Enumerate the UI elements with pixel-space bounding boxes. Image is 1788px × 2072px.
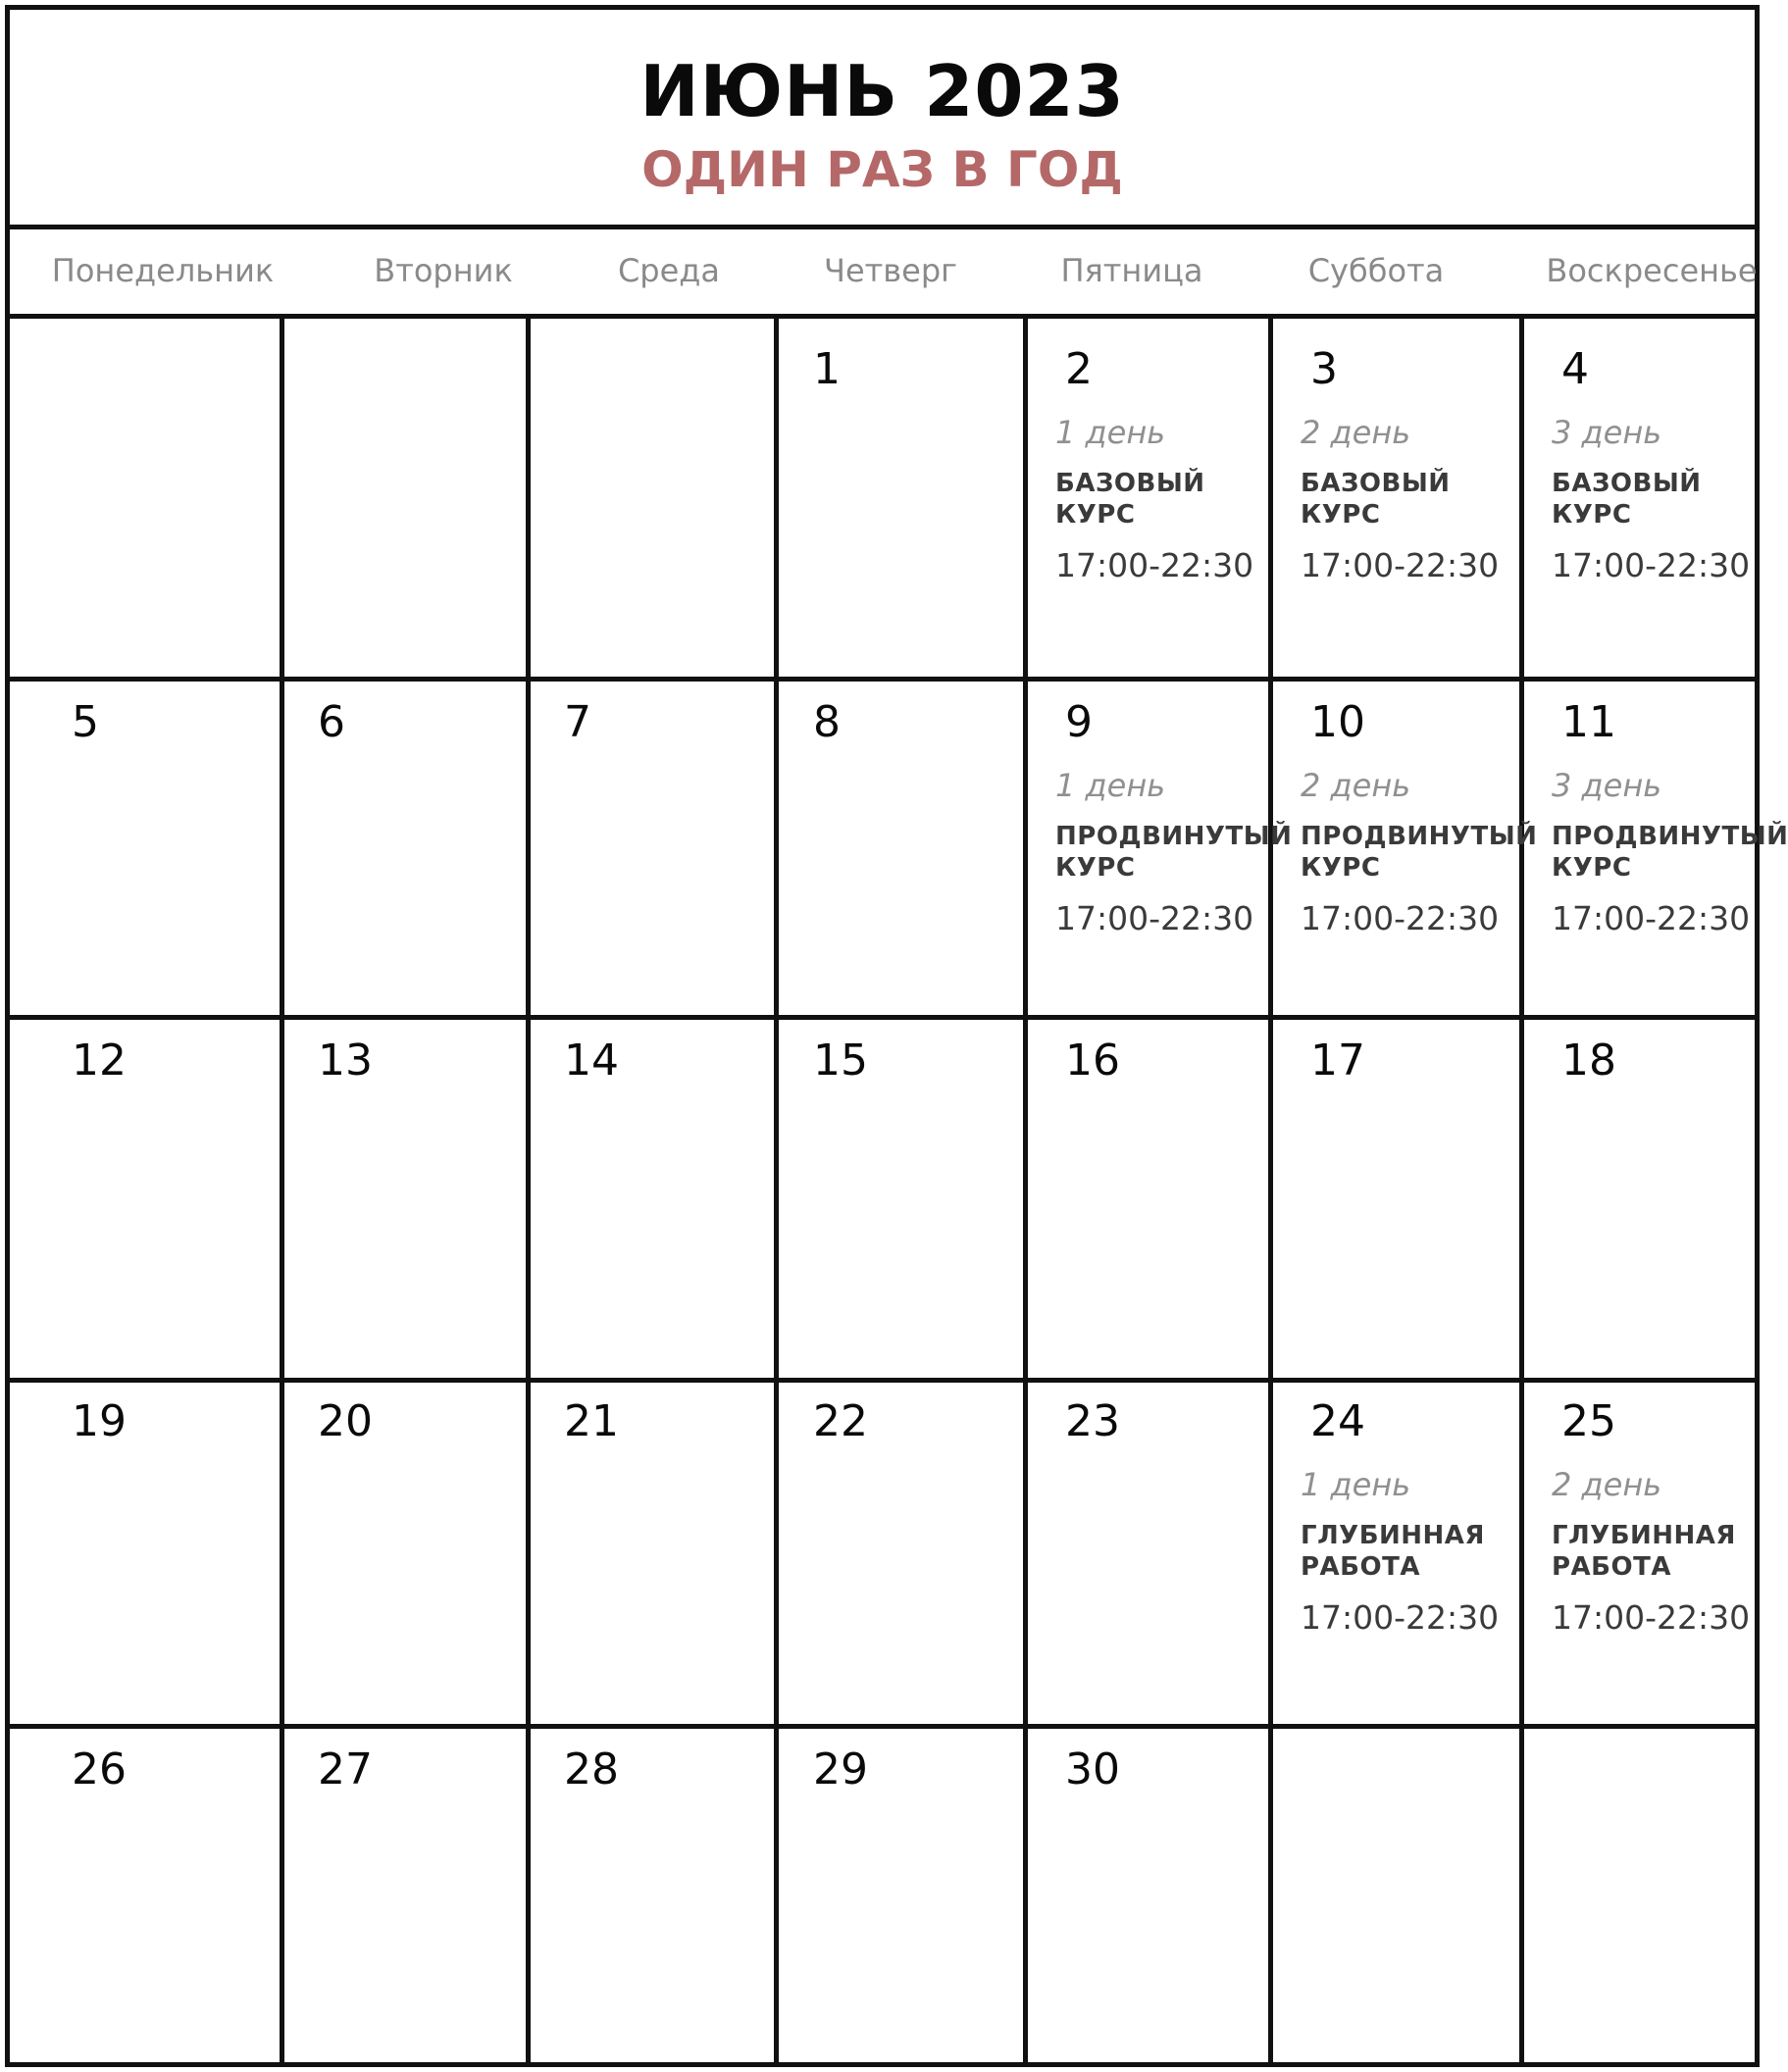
day-number: 15 [813,1036,868,1086]
day-cell[interactable] [10,1020,284,1383]
calendar-grid [10,319,1788,2062]
empty-day-cell [284,319,531,682]
event-title: БАЗОВЫЙ КУРС [1301,469,1451,530]
event-time: 17:00-22:30 [1055,899,1254,937]
day-cell[interactable] [531,1729,779,2062]
day-cell[interactable] [1273,1020,1524,1383]
event-block[interactable] [1055,413,1291,585]
event-time: 17:00-22:30 [1055,546,1254,584]
day-number: 25 [1561,1396,1616,1446]
event-day-label: 1 день [1301,1466,1411,1503]
event-day-label: 1 день [1055,767,1166,804]
day-number: 5 [72,697,99,747]
weekday-label: Воскресенье [1546,252,1758,289]
day-number: 12 [72,1036,127,1086]
day-number: 30 [1065,1744,1120,1794]
event-day-label: 3 день [1552,767,1662,804]
event-block[interactable] [1301,413,1536,585]
day-number: 24 [1310,1396,1365,1446]
day-number: 11 [1561,697,1616,747]
event-day-label: 1 день [1055,414,1166,451]
day-cell[interactable] [1273,682,1538,1020]
weekday-label: Среда [617,252,721,289]
day-cell[interactable] [531,682,779,1020]
event-block[interactable] [1552,1465,1787,1638]
day-cell[interactable] [1028,1020,1273,1383]
day-number: 4 [1561,344,1589,394]
day-number: 9 [1065,697,1093,747]
day-number: 8 [813,697,841,747]
day-number: 18 [1561,1036,1616,1086]
weekday-header-row [10,229,1758,319]
day-number: 17 [1310,1036,1365,1086]
event-block[interactable] [1301,1465,1536,1638]
event-time: 17:00-22:30 [1552,546,1751,584]
day-number: 2 [1065,344,1093,394]
empty-day-cell [10,319,284,682]
page-title: ИЮНЬ 2023 [639,50,1125,132]
day-number: 6 [318,697,345,747]
day-cell[interactable] [1524,319,1755,682]
event-day-label: 2 день [1301,767,1411,804]
event-time: 17:00-22:30 [1552,1598,1751,1637]
event-time: 17:00-22:30 [1301,1598,1500,1637]
weekday-label: Четверг [824,252,957,289]
day-cell[interactable] [10,1383,284,1729]
event-day-label: 3 день [1552,414,1662,451]
day-cell[interactable] [1028,1383,1273,1729]
weekday-label: Понедельник [51,252,275,289]
event-block[interactable] [1552,413,1787,585]
day-cell[interactable] [779,319,1028,682]
empty-day-cell [1524,1729,1755,2062]
day-cell[interactable] [284,1020,531,1383]
day-cell[interactable] [284,682,531,1020]
day-cell[interactable] [1028,1729,1273,2062]
day-cell[interactable] [531,1020,779,1383]
weekday-label: Пятница [1060,252,1203,289]
empty-day-cell [531,319,779,682]
page-subtitle: ОДИН РАЗ В ГОД [641,141,1123,198]
day-number: 22 [813,1396,868,1446]
day-cell[interactable] [1028,319,1273,682]
weekday-label: Суббота [1307,252,1445,289]
event-day-label: 2 день [1552,1466,1662,1503]
event-block[interactable] [1552,766,1787,938]
day-number: 7 [564,697,591,747]
event-day-label: 2 день [1301,414,1411,451]
day-cell[interactable] [10,682,284,1020]
day-cell[interactable] [779,1729,1028,2062]
calendar-header [10,10,1755,229]
day-cell[interactable] [1524,682,1788,1020]
day-number: 26 [72,1744,127,1794]
day-number: 1 [813,344,841,394]
day-number: 20 [318,1396,373,1446]
day-number: 10 [1310,697,1365,747]
day-cell[interactable] [10,1729,284,2062]
event-title: ПРОДВИНУТЫЙ КУРС [1055,822,1293,883]
day-cell[interactable] [1273,319,1524,682]
day-number: 3 [1310,344,1338,394]
event-title: БАЗОВЫЙ КУРС [1552,469,1702,530]
event-title: БАЗОВЫЙ КУРС [1055,469,1205,530]
day-cell[interactable] [1028,682,1293,1020]
day-number: 21 [564,1396,619,1446]
day-number: 16 [1065,1036,1120,1086]
day-cell[interactable] [1524,1383,1755,1729]
day-cell[interactable] [779,682,1028,1020]
calendar [5,5,1788,2067]
event-time: 17:00-22:30 [1552,899,1751,937]
day-number: 28 [564,1744,619,1794]
day-cell[interactable] [1524,1020,1755,1383]
day-number: 23 [1065,1396,1120,1446]
event-time: 17:00-22:30 [1301,899,1500,937]
event-time: 17:00-22:30 [1301,546,1500,584]
empty-day-cell [1273,1729,1524,2062]
day-cell[interactable] [284,1729,531,2062]
day-cell[interactable] [284,1383,531,1729]
day-cell[interactable] [779,1020,1028,1383]
weekday-label: Вторник [374,252,513,289]
day-number: 29 [813,1744,868,1794]
event-title: ПРОДВИНУТЫЙ КУРС [1301,822,1538,883]
day-cell[interactable] [1273,1383,1524,1729]
event-title: ГЛУБИННАЯ РАБОТА [1552,1521,1736,1582]
event-block[interactable] [1301,766,1536,938]
event-title: ГЛУБИННАЯ РАБОТА [1301,1521,1485,1582]
day-cell[interactable] [779,1383,1028,1729]
day-number: 27 [318,1744,373,1794]
day-number: 19 [72,1396,127,1446]
day-number: 14 [564,1036,619,1086]
day-number: 13 [318,1036,373,1086]
event-block[interactable] [1055,766,1291,938]
day-cell[interactable] [531,1383,779,1729]
event-title: ПРОДВИНУТЫЙ КУРС [1552,822,1788,883]
